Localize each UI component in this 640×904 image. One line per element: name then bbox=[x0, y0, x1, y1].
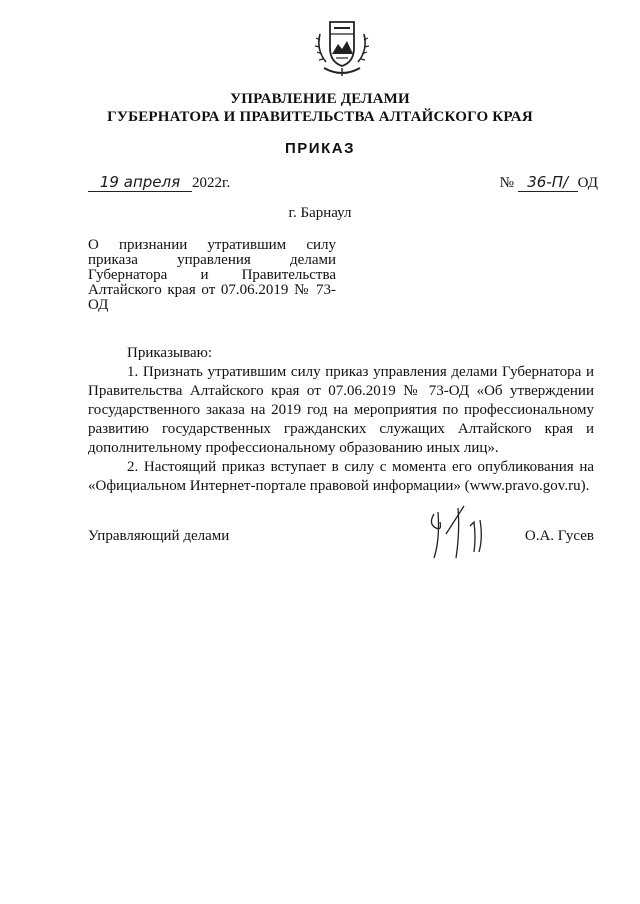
handwritten-signature bbox=[424, 504, 494, 562]
document-number bbox=[500, 174, 598, 192]
city-line: г. Барнаул bbox=[288, 205, 352, 221]
body-item-1: 1. Признать утратившим силу приказ управления делами Губернатора и Правительства Алтайского края от 07.06.2019 № 73-ОД «Об утверждении государственного заказа на 2019 год на мероприятия по профессиональному развитию государственных гражданских служащих Алтайского края и дополнительному профессиональному образованию иных лиц». bbox=[88, 364, 594, 456]
document-title: ПРИКАЗ bbox=[285, 140, 355, 157]
signer-name: О.А. Гусев bbox=[524, 528, 594, 544]
document-subject: О признании утратившим силу приказа управления делами Губернатора и Правительства Алтайского края от 07.06.2019 № 73-ОД bbox=[88, 237, 336, 313]
date-year: 2022г. bbox=[192, 175, 231, 191]
body-intro: Приказываю: bbox=[127, 345, 212, 361]
number-sign: № bbox=[499, 175, 514, 191]
date-handwritten: 19 апреля bbox=[88, 174, 192, 192]
altai-krai-coat-of-arms-icon bbox=[312, 14, 372, 86]
body-item-2: 2. Настоящий приказ вступает в силу с момента его опубликования на «Официальном Интернет-портале правовой информации» (www.pravo.gov.ru). bbox=[88, 459, 594, 494]
number-handwritten: 36-П/ bbox=[518, 174, 578, 192]
organization-name-line2: ГУБЕРНАТОРА И ПРАВИТЕЛЬСТВА АЛТАЙСКОГО КРАЯ bbox=[107, 109, 533, 125]
organization-name-line1: УПРАВЛЕНИЕ ДЕЛАМИ bbox=[230, 91, 410, 107]
document-body bbox=[88, 344, 594, 496]
signer-position: Управляющий делами bbox=[88, 528, 230, 544]
number-suffix: ОД bbox=[577, 175, 598, 191]
document-date bbox=[88, 174, 230, 192]
